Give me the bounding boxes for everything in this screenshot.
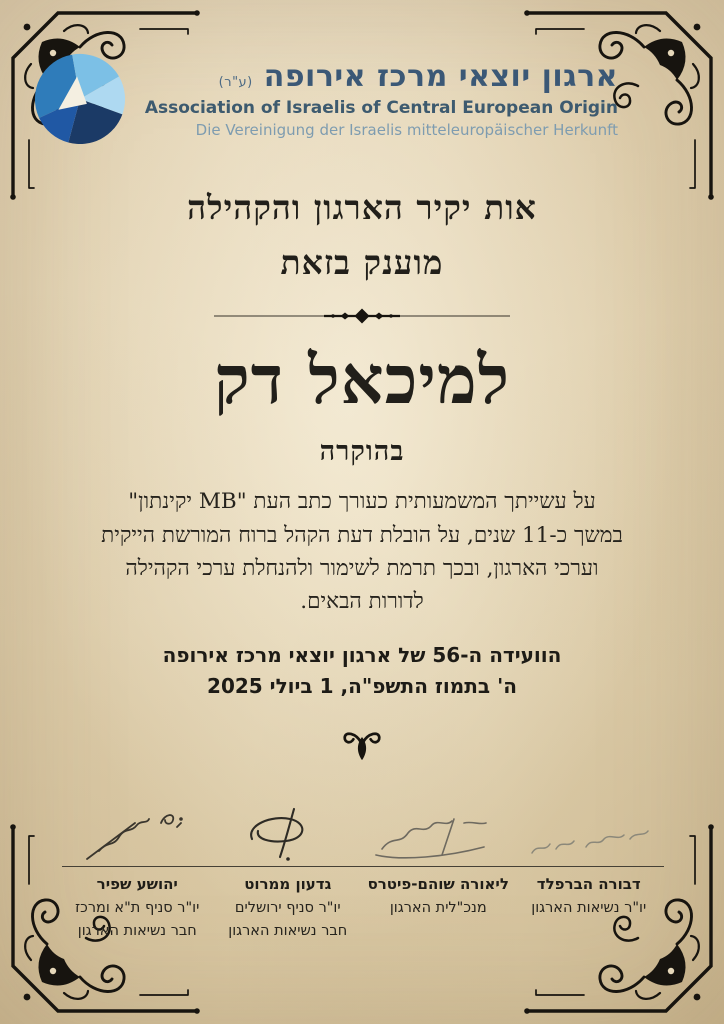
citation-line: וערכי הארגון, ובכך תרמת לשימור ולהנחלת ערכי הקהילה [125,556,599,582]
floral-fleuron-icon [342,728,382,766]
signature-block-ceo [363,867,514,939]
org-name-block [145,60,618,139]
handwritten-signature [368,813,508,865]
signature-block-telaviv-chair [62,867,213,939]
certificate-content [60,186,664,766]
signer-name: גדעון ממרוט [244,875,332,893]
handwritten-signature [524,819,654,865]
org-name-hebrew [145,60,618,93]
org-registered-suffix: (ע"ר) [218,74,253,90]
citation-line: במשך כ-11 שנים, על הובלת דעת הקהל ברוח המורשת הייקית [101,522,623,548]
signature-row [62,866,664,939]
signer-role: חבר נשיאות הארגון [77,923,197,939]
citation-line: על עשייתך המשמעותית כעורך כתב העת "MB יקינתון" [128,489,596,515]
org-name-hebrew-text: ארגון יוצאי מרכז אירופה [263,58,618,94]
date-line: ה' בתמוז התשפ"ה, 1 ביולי 2025 [207,673,517,698]
signature-block-jerusalem-chair [213,867,364,939]
citation-line: לדורות הבאים. [300,589,424,615]
organization-logo-icon [29,50,131,148]
citation-paragraph [60,485,664,618]
handwritten-signature [228,805,348,865]
signer-name: דבורה הברפלד [536,875,641,893]
org-name-english: Association of Israelis of Central European Origin [144,97,618,118]
signer-role: יו"ר סניף ירושלים [234,900,341,916]
diamond-rule-divider-icon [212,306,512,326]
event-and-date [60,640,664,702]
handwritten-signature [77,809,197,865]
signer-role: יו"ר סניף ת"א ומרכז [75,900,200,916]
signer-role: יו"ר נשיאות הארגון [531,900,647,916]
award-title: אות יקיר הארגון והקהילה [187,188,537,227]
signer-name: יהושע שפיר [96,875,178,893]
recipient-name: למיכאל דק [213,340,511,420]
award-subtitle: מוענק בזאת [280,242,444,282]
event-line: הוועידה ה-56 של ארגון יוצאי מרכז אירופה [162,642,562,667]
signature-block-chairwoman [514,867,665,939]
org-header [29,50,618,148]
dedication-word: בהוקרה [319,436,405,468]
org-name-german: Die Vereinigung der Israelis mitteleuropäischer Herkunft [195,120,618,139]
signer-role: מנכ"לית הארגון [389,900,487,916]
signer-role: חבר נשיאות הארגון [228,923,348,939]
signer-name: ליאורה שוהם-פיטרס [367,875,509,893]
